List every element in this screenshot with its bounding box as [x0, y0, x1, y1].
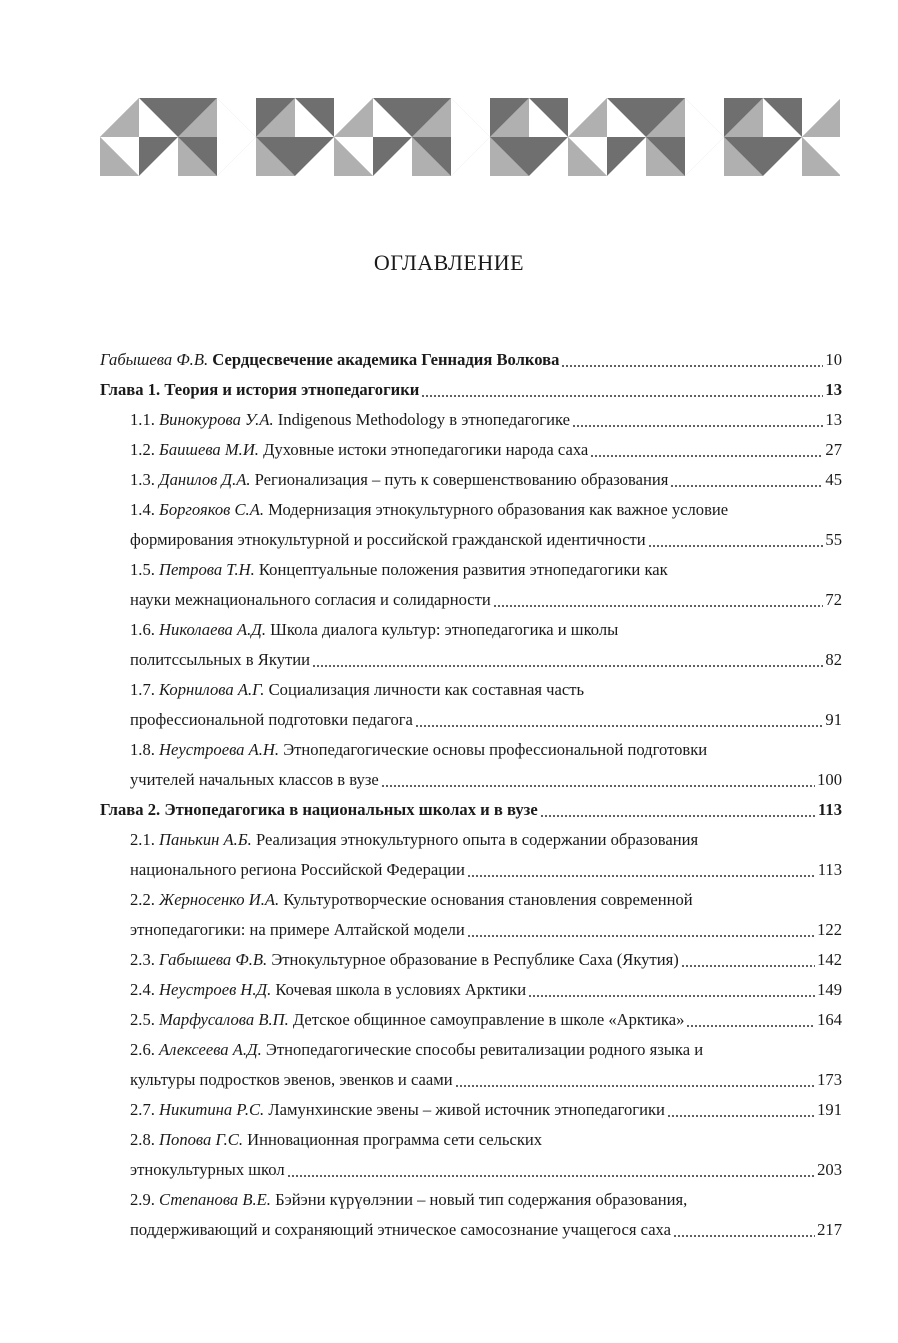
- page-number: 191: [817, 1100, 842, 1119]
- leader-dots: [667, 1095, 815, 1125]
- leader-dots: [528, 975, 815, 1005]
- entry-author: Корнилова А.Г.: [159, 680, 265, 699]
- leader-dots: [381, 765, 815, 795]
- entry-number: 1.5.: [130, 560, 155, 579]
- chapter-title: Теория и история этнопедагогики: [164, 380, 420, 399]
- leader-dots: [415, 705, 823, 735]
- entry-title: Бэйэни күрүөлэнии – новый тип содержания образования,: [275, 1190, 688, 1209]
- entry-number: 2.4.: [130, 980, 155, 999]
- entry-number: 2.9.: [130, 1190, 155, 1209]
- page-number: 173: [817, 1070, 842, 1089]
- entry-number: 2.3.: [130, 950, 155, 969]
- page-number: 122: [817, 920, 842, 939]
- page-number: 72: [825, 590, 842, 609]
- entry-title-continued: поддерживающий и сохраняющий этническое самосознание учащегося саха: [130, 1220, 671, 1239]
- entry-author: Марфусалова В.П.: [159, 1010, 289, 1029]
- page-number: 10: [825, 350, 842, 369]
- toc-entry[interactable]: [100, 945, 842, 975]
- page-number: 27: [825, 440, 842, 459]
- entry-author: Баишева М.И.: [159, 440, 259, 459]
- entry-number: 1.8.: [130, 740, 155, 759]
- entry-title: Школа диалога культур: этнопедагогика и школы: [270, 620, 619, 639]
- page-number: 100: [817, 770, 842, 789]
- entry-title: Реализация этнокультурного опыта в содержании образования: [255, 830, 699, 849]
- entry-title: Детское общинное самоуправление в школе «Арктика»: [292, 1010, 685, 1029]
- leader-dots: [673, 1215, 815, 1245]
- entry-title-continued: этнокультурных школ: [130, 1160, 285, 1179]
- page-number: 217: [817, 1220, 842, 1239]
- entry-title: Социализация личности как составная часть: [268, 680, 585, 699]
- entry-title: Инновационная программа сети сельских: [247, 1130, 543, 1149]
- page-number: 55: [825, 530, 842, 549]
- toc-entry[interactable]: [100, 555, 842, 615]
- toc-entry[interactable]: [100, 435, 842, 465]
- page-number: 113: [817, 860, 842, 879]
- leader-dots: [467, 915, 815, 945]
- page-number: 164: [817, 1010, 842, 1029]
- leader-dots: [590, 435, 823, 465]
- leader-dots: [540, 795, 816, 825]
- chapter-number: Глава 1.: [100, 380, 161, 399]
- entry-author: Габышева Ф.В.: [100, 350, 209, 369]
- page-number: 13: [825, 410, 842, 429]
- triangle-pattern-icon: [100, 98, 840, 176]
- page-number: 149: [817, 980, 842, 999]
- entry-author: Николаева А.Д.: [159, 620, 266, 639]
- entry-title-continued: национального региона Российской Федерации: [130, 860, 465, 879]
- leader-dots: [467, 855, 816, 885]
- entry-title: Культуротворческие основания становления современной: [283, 890, 693, 909]
- page-number: 142: [817, 950, 842, 969]
- entry-author: Габышева Ф.В.: [159, 950, 268, 969]
- toc-entry[interactable]: [100, 975, 842, 1005]
- entry-title-continued: науки межнационального согласия и солидарности: [130, 590, 491, 609]
- entry-title: Indigenous Methodology в этнопедагогике: [277, 410, 570, 429]
- entry-title: Духовные истоки этнопедагогики народа саха: [263, 440, 589, 459]
- entry-number: 2.5.: [130, 1010, 155, 1029]
- toc-entry[interactable]: [100, 1005, 842, 1035]
- entry-author: Неустроев Н.Д.: [159, 980, 272, 999]
- entry-number: 2.8.: [130, 1130, 155, 1149]
- entry-author: Винокурова У.А.: [159, 410, 274, 429]
- toc-entry[interactable]: [100, 495, 842, 555]
- entry-title: Этнокультурное образование в Республике Саха (Якутия): [271, 950, 679, 969]
- entry-title: Кочевая школа в условиях Арктики: [275, 980, 527, 999]
- leader-dots: [670, 465, 823, 495]
- leader-dots: [287, 1155, 815, 1185]
- toc-entry[interactable]: [100, 885, 842, 945]
- leader-dots: [455, 1065, 815, 1095]
- toc-entry[interactable]: [100, 405, 842, 435]
- toc-entry[interactable]: [100, 1095, 842, 1125]
- page-number: 45: [825, 470, 842, 489]
- entry-number: 2.6.: [130, 1040, 155, 1059]
- entry-number: 2.2.: [130, 890, 155, 909]
- entry-title-continued: учителей начальных классов в вузе: [130, 770, 379, 789]
- leader-dots: [686, 1005, 815, 1035]
- entry-author: Петрова Т.Н.: [159, 560, 255, 579]
- toc-entry[interactable]: [100, 345, 842, 375]
- entry-author: Степанова В.Е.: [159, 1190, 271, 1209]
- entry-author: Неустроева А.Н.: [159, 740, 280, 759]
- entry-title: Концептуальные положения развития этнопедагогики как: [258, 560, 668, 579]
- entry-title-continued: формирования этнокультурной и российской гражданской идентичности: [130, 530, 646, 549]
- entry-title: Сердцесвечение академика Геннадия Волкова: [212, 350, 560, 369]
- toc-chapter[interactable]: [100, 375, 842, 405]
- entry-number: 2.1.: [130, 830, 155, 849]
- toc-chapter[interactable]: [100, 795, 842, 825]
- entry-author: Алексеева А.Д.: [159, 1040, 262, 1059]
- entry-author: Жерносенко И.А.: [159, 890, 280, 909]
- table-of-contents: [100, 345, 842, 1245]
- entry-title: Ламунхинские эвены – живой источник этнопедагогики: [268, 1100, 665, 1119]
- page-number: 82: [825, 650, 842, 669]
- page-number: 13: [825, 380, 842, 399]
- entry-title: Этнопедагогические способы ревитализации родного языка и: [265, 1040, 704, 1059]
- entry-number: 1.3.: [130, 470, 155, 489]
- entry-author: Панькин А.Б.: [159, 830, 252, 849]
- entry-number: 2.7.: [130, 1100, 155, 1119]
- page-number: 203: [817, 1160, 842, 1179]
- toc-entry[interactable]: [100, 675, 842, 735]
- entry-title: Модернизация этнокультурного образования как важное условие: [268, 500, 729, 519]
- toc-entry[interactable]: [100, 825, 842, 885]
- leader-dots: [681, 945, 815, 975]
- entry-number: 1.1.: [130, 410, 155, 429]
- leader-dots: [648, 525, 824, 555]
- leader-dots: [561, 345, 823, 375]
- page-title: ОГЛАВЛЕНИЕ: [373, 250, 525, 275]
- toc-entry[interactable]: [100, 1035, 842, 1095]
- toc-entry[interactable]: [100, 1125, 842, 1185]
- entry-title-continued: этнопедагогики: на примере Алтайской модели: [130, 920, 465, 939]
- leader-dots: [572, 405, 823, 435]
- entry-author: Боргояков С.А.: [159, 500, 264, 519]
- chapter-title: Этнопедагогика в национальных школах и в вузе: [164, 800, 538, 819]
- entry-author: Данилов Д.А.: [159, 470, 251, 489]
- chapter-number: Глава 2.: [100, 800, 161, 819]
- decorative-banner: [100, 98, 840, 176]
- page-number: 91: [825, 710, 842, 729]
- entry-number: 1.6.: [130, 620, 155, 639]
- entry-author: Попова Г.С.: [159, 1130, 244, 1149]
- entry-number: 1.2.: [130, 440, 155, 459]
- entry-number: 1.7.: [130, 680, 155, 699]
- entry-title-continued: политссыльных в Якутии: [130, 650, 310, 669]
- leader-dots: [493, 585, 824, 615]
- entry-title-continued: профессиональной подготовки педагога: [130, 710, 413, 729]
- page-number: 113: [818, 800, 842, 819]
- toc-entry[interactable]: [100, 615, 842, 675]
- entry-author: Никитина Р.С.: [159, 1100, 265, 1119]
- toc-entry[interactable]: [100, 735, 842, 795]
- toc-entry[interactable]: [100, 1185, 842, 1245]
- entry-title: Регионализация – путь к совершенствованию образования: [254, 470, 669, 489]
- entry-number: 1.4.: [130, 500, 155, 519]
- leader-dots: [312, 645, 823, 675]
- entry-title: Этнопедагогические основы профессиональной подготовки: [283, 740, 708, 759]
- leader-dots: [421, 375, 823, 405]
- entry-title-continued: культуры подростков эвенов, эвенков и саами: [130, 1070, 453, 1089]
- toc-entry[interactable]: [100, 465, 842, 495]
